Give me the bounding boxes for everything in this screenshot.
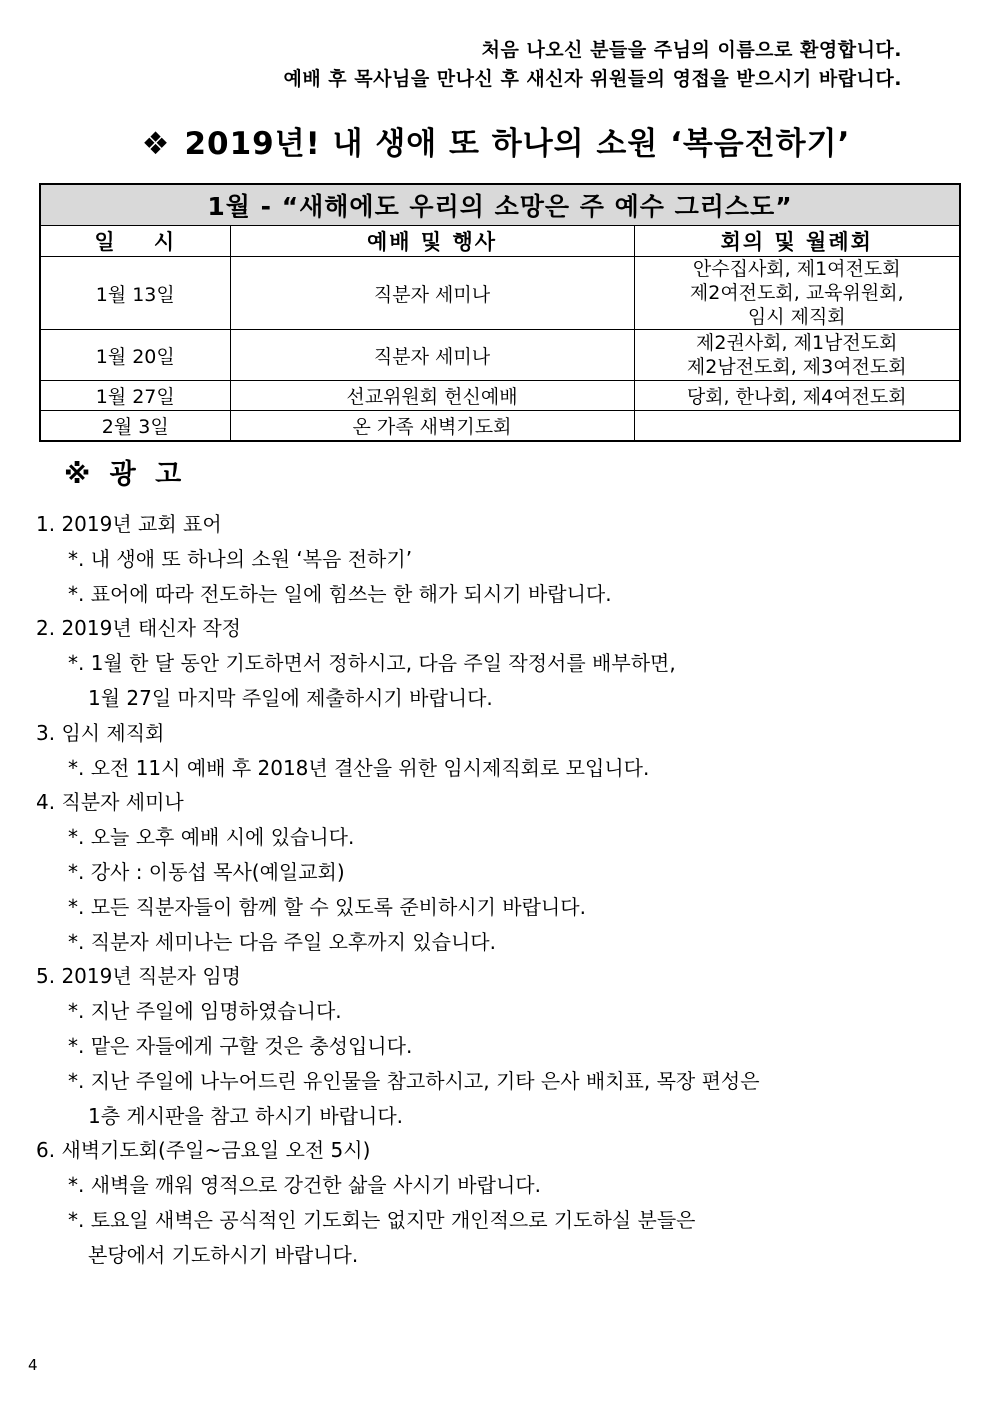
row-meetings (634, 411, 960, 442)
announcement-heading: 2. 2019년 태신자 작정 (36, 616, 241, 641)
meeting-line: 제2여전도회, 교육위원회, (689, 282, 904, 304)
greeting-line-2: 예배 후 목사님을 만나신 후 새신자 위원들의 영접을 받으시기 바랍니다. (283, 68, 902, 90)
page-headline (0, 118, 992, 163)
announcement-item: *. 지난 주일에 나누어드린 유인물을 참고하시고, 기타 은사 배치표, 목장 편성은 (68, 1068, 760, 1093)
greeting-line-1: 처음 나오신 분들을 주님의 이름으로 환영합니다. (481, 39, 902, 61)
meeting-line: 제2남전도회, 제3여전도회 (686, 356, 907, 378)
headline-text: 2019년! 내 생애 또 하나의 소원 ‘복음전하기’ (184, 126, 851, 162)
schedule-banner: 1월 - “새해에도 우리의 소망은 주 예수 그리스도” (40, 184, 960, 226)
announcement-heading: 6. 새벽기도회(주일~금요일 오전 5시) (36, 1138, 371, 1163)
announcement-item: *. 강사 : 이동섭 목사(예일교회) (68, 859, 345, 884)
announcement-item-continued: 1층 게시판을 참고 하시기 바랍니다. (88, 1103, 403, 1128)
announcement-item: *. 표어에 따라 전도하는 일에 힘쓰는 한 해가 되시기 바랍니다. (68, 581, 612, 606)
row-meetings (634, 330, 960, 381)
announcement-item: *. 지난 주일에 임명하였습니다. (68, 999, 342, 1024)
table-row (40, 257, 960, 330)
announcement-item: *. 맡은 자들에게 구할 것은 충성입니다. (68, 1033, 413, 1058)
row-event: 직분자 세미나 (230, 257, 634, 330)
announcement-item: *. 새벽을 깨워 영적으로 강건한 삶을 사시기 바랍니다. (68, 1173, 541, 1198)
row-event: 선교위원회 헌신예배 (230, 381, 634, 411)
announcements-title: ※ 광 고 (64, 459, 187, 490)
announcement-item-continued: 본당에서 기도하시기 바랍니다. (88, 1242, 359, 1267)
row-date: 1월 20일 (40, 330, 230, 381)
meeting-line: 제2권사회, 제1남전도회 (696, 332, 898, 354)
row-date: 1월 13일 (40, 257, 230, 330)
announcement-heading: 4. 직분자 세미나 (36, 790, 184, 815)
header-meetings: 회의 및 월례회 (634, 226, 960, 257)
row-event: 온 가족 새벽기도회 (230, 411, 634, 442)
row-meetings (634, 257, 960, 330)
meeting-line: 임시 제직회 (747, 306, 846, 328)
row-date: 2월 3일 (40, 411, 230, 442)
announcement-heading: 5. 2019년 직분자 임명 (36, 964, 241, 989)
table-row (40, 411, 960, 442)
table-row (40, 381, 960, 411)
announcement-item: *. 직분자 세미나는 다음 주일 오후까지 있습니다. (68, 929, 496, 954)
announcement-item: *. 오늘 오후 예배 시에 있습니다. (68, 825, 355, 850)
row-date: 1월 27일 (40, 381, 230, 411)
announcements-list (36, 507, 760, 1273)
announcement-item-continued: 1월 27일 마지막 주일에 제출하시기 바랍니다. (88, 685, 493, 710)
announcement-item: *. 모든 직분자들이 함께 할 수 있도록 준비하시기 바랍니다. (68, 894, 586, 919)
schedule-banner-row (40, 184, 960, 226)
schedule-table (39, 183, 961, 442)
announcement-heading: 1. 2019년 교회 표어 (36, 512, 222, 536)
table-row (40, 330, 960, 381)
announcement-item: *. 내 생애 또 하나의 소원 ‘복음 전하기’ (68, 546, 413, 571)
page-number: 4 (28, 1356, 38, 1374)
schedule-header-row (40, 226, 960, 257)
announcement-heading: 3. 임시 제직회 (36, 720, 165, 745)
row-meetings: 당회, 한나회, 제4여전도회 (634, 381, 960, 411)
header-event: 예배 및 행사 (230, 226, 634, 257)
header-date: 일 시 (40, 226, 230, 257)
announcement-item: *. 토요일 새벽은 공식적인 기도회는 없지만 개인적으로 기도하실 분들은 (68, 1207, 696, 1232)
announcement-item: *. 오전 11시 예배 후 2018년 결산을 위한 임시제직회로 모입니다. (68, 755, 650, 780)
row-event: 직분자 세미나 (230, 330, 634, 381)
greeting (283, 36, 902, 94)
announcement-item: *. 1월 한 달 동안 기도하면서 정하시고, 다음 주일 작정서를 배부하면, (68, 651, 676, 676)
diamond-icon: ❖ (141, 126, 171, 162)
meeting-line: 안수집사회, 제1여전도회 (692, 258, 901, 280)
